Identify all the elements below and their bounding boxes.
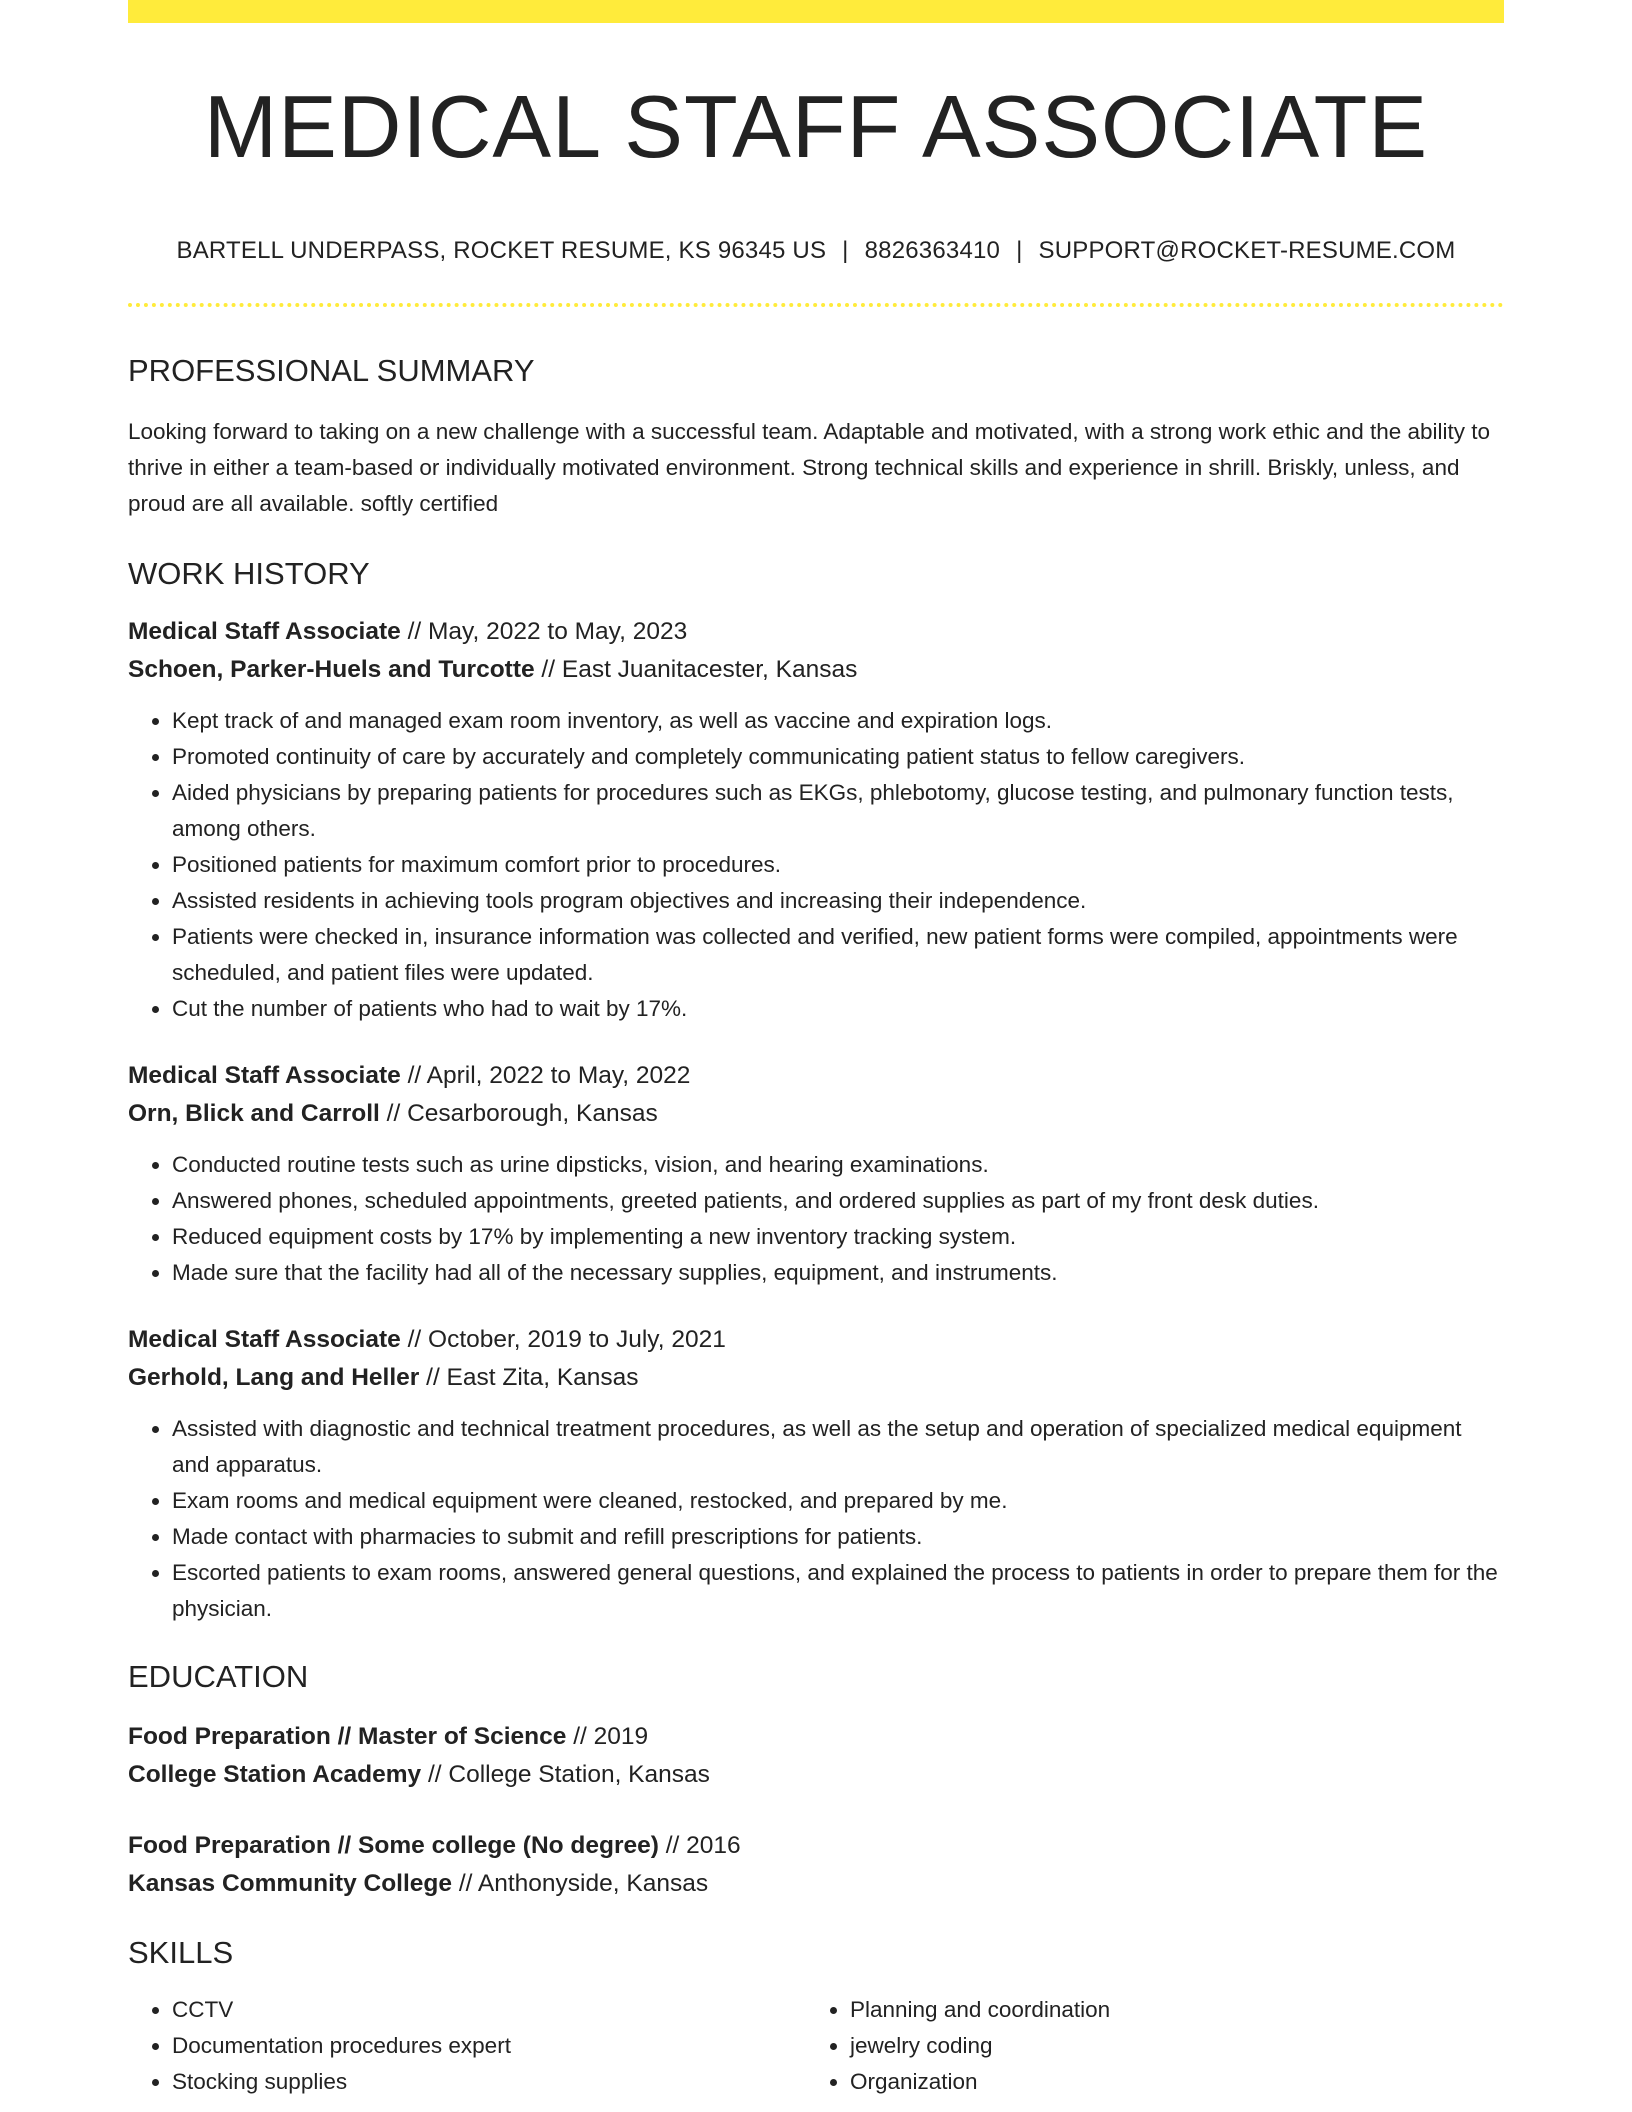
job-bullet: • Assisted residents in achieving tools program objectives and increasing their independence. xyxy=(172,883,1504,919)
summary-heading: PROFESSIONAL SUMMARY xyxy=(128,353,535,388)
job-company: Gerhold, Lang and Heller xyxy=(128,1364,420,1391)
job-entry xyxy=(128,1057,1504,1291)
job-dates: // April, 2022 to May, 2022 xyxy=(400,1062,691,1089)
job-location: // East Juanitacester, Kansas xyxy=(534,656,858,683)
job-bullet: • Positioned patients for maximum comfort prior to procedures. xyxy=(172,847,1504,883)
job-company: Orn, Blick and Carroll xyxy=(128,1100,380,1127)
job-bullet: • Made contact with pharmacies to submit and refill prescriptions for patients. xyxy=(172,1519,1504,1555)
degree-year: // 2016 xyxy=(658,1832,741,1859)
job-bullet: • Promoted continuity of care by accurately and completely communicating patient status to fellow caregivers. xyxy=(172,739,1504,775)
skills-column-left xyxy=(128,1992,806,2100)
skills-column-right xyxy=(806,1992,1482,2100)
job-bullets xyxy=(128,1147,1504,1291)
job-title: Medical Staff Associate xyxy=(128,618,401,645)
job-title: Medical Staff Associate xyxy=(128,1062,401,1089)
job-dates: // October, 2019 to July, 2021 xyxy=(400,1326,726,1353)
job-bullet: • Aided physicians by preparing patients for procedures such as EKGs, phlebotomy, glucose testing, and pulmonary function tests, among others. xyxy=(172,775,1504,847)
degree-name: Food Preparation // Master of Science xyxy=(128,1723,567,1750)
school-name: College Station Academy xyxy=(128,1761,422,1788)
job-title-line xyxy=(128,1321,1504,1359)
school-line xyxy=(128,1865,1504,1903)
job-bullets xyxy=(128,1411,1504,1627)
contact-address: BARTELL UNDERPASS, ROCKET RESUME, KS 96345 US xyxy=(176,237,827,264)
resume-page xyxy=(128,0,1504,2100)
job-bullets xyxy=(128,703,1504,1027)
job-bullet: • Assisted with diagnostic and technical treatment procedures, as well as the setup and operation of specialized medical equipment and apparatus. xyxy=(172,1411,1504,1483)
skill-item: • Organization xyxy=(850,2064,1482,2100)
school-name: Kansas Community College xyxy=(128,1870,453,1897)
job-bullet: • Patients were checked in, insurance information was collected and verified, new patient forms were compiled, appointments were scheduled, and patient files were updated. xyxy=(172,919,1504,991)
contact-phone: 8826363410 xyxy=(864,237,1001,264)
summary-text: Looking forward to taking on a new challenge with a successful team. Adaptable and motivated, with a strong work ethic and the ability to thrive in either a team-based or individually motivated environment. Strong technical skills and experience in shrill. Briskly, unless, and proud are all available. softly certified xyxy=(128,419,1491,516)
job-title-line xyxy=(128,1057,1504,1095)
work-history-heading: WORK HISTORY xyxy=(128,556,370,591)
job-location: // Cesarborough, Kansas xyxy=(379,1100,658,1127)
degree-line xyxy=(128,1827,1504,1865)
job-company-line xyxy=(128,1095,1504,1133)
education-entry xyxy=(128,1827,1504,1903)
job-dates: // May, 2022 to May, 2023 xyxy=(400,618,688,645)
job-title: Medical Staff Associate xyxy=(128,1326,401,1353)
job-entry xyxy=(128,613,1504,1027)
job-bullet: • Answered phones, scheduled appointments, greeted patients, and ordered supplies as part of my front desk duties. xyxy=(172,1183,1504,1219)
contact-separator: | xyxy=(1016,237,1023,264)
contact-line xyxy=(128,239,1504,263)
skills-bullets xyxy=(128,1992,806,2100)
contact-separator: | xyxy=(842,237,849,264)
contact-email: SUPPORT@ROCKET-RESUME.COM xyxy=(1038,237,1456,264)
degree-year: // 2019 xyxy=(566,1723,649,1750)
job-company: Schoen, Parker-Huels and Turcotte xyxy=(128,656,535,683)
skill-item: • Planning and coordination xyxy=(850,1992,1482,2028)
job-location: // East Zita, Kansas xyxy=(419,1364,639,1391)
job-title-line xyxy=(128,613,1504,651)
job-bullet: • Made sure that the facility had all of the necessary supplies, equipment, and instruments. xyxy=(172,1255,1504,1291)
job-bullet: • Reduced equipment costs by 17% by implementing a new inventory tracking system. xyxy=(172,1219,1504,1255)
education-entry xyxy=(128,1718,1504,1794)
degree-name: Food Preparation // Some college (No degree) xyxy=(128,1832,659,1859)
job-bullet: • Escorted patients to exam rooms, answered general questions, and explained the process to patients in order to prepare them for the physician. xyxy=(172,1555,1504,1627)
skill-item: • Stocking supplies xyxy=(172,2064,806,2100)
skill-item: • jewelry coding xyxy=(850,2028,1482,2064)
job-bullet: • Exam rooms and medical equipment were cleaned, restocked, and prepared by me. xyxy=(172,1483,1504,1519)
accent-top-bar xyxy=(128,0,1504,23)
document-title: MEDICAL STAFF ASSOCIATE xyxy=(203,77,1429,176)
degree-line xyxy=(128,1718,1504,1756)
job-company-line xyxy=(128,1359,1504,1397)
skills-heading: SKILLS xyxy=(128,1935,234,1970)
skill-item: • CCTV xyxy=(172,1992,806,2028)
job-bullet: • Cut the number of patients who had to wait by 17%. xyxy=(172,991,1504,1027)
school-line xyxy=(128,1756,1504,1794)
job-company-line xyxy=(128,651,1504,689)
job-bullet: • Kept track of and managed exam room inventory, as well as vaccine and expiration logs. xyxy=(172,703,1504,739)
skills-bullets xyxy=(806,1992,1482,2100)
skill-item: • Documentation procedures expert xyxy=(172,2028,806,2064)
header-divider xyxy=(128,303,1504,307)
skills-list xyxy=(128,1992,1504,2100)
school-location: // College Station, Kansas xyxy=(421,1761,710,1788)
school-location: // Anthonyside, Kansas xyxy=(452,1870,709,1897)
job-entry xyxy=(128,1321,1504,1627)
job-bullet: • Conducted routine tests such as urine dipsticks, vision, and hearing examinations. xyxy=(172,1147,1504,1183)
education-heading: EDUCATION xyxy=(128,1659,309,1694)
